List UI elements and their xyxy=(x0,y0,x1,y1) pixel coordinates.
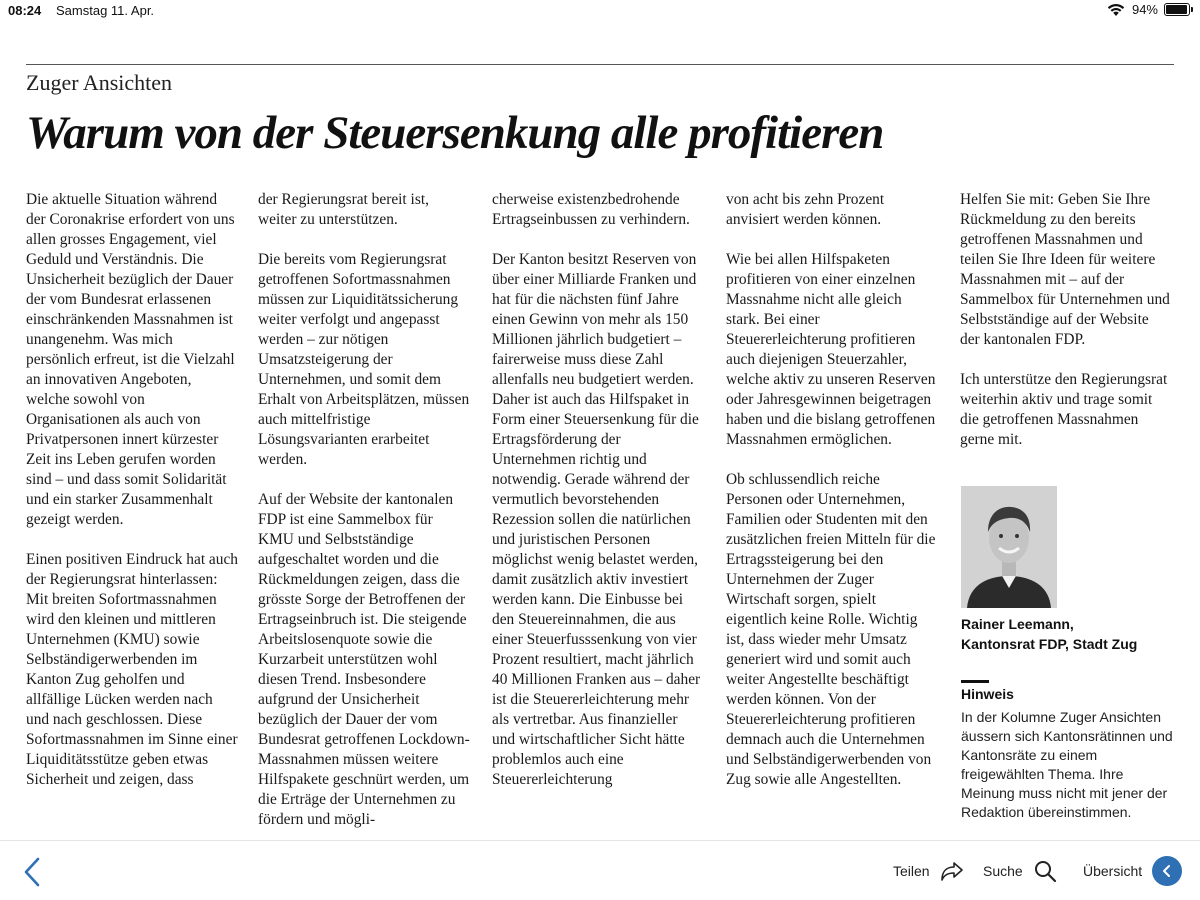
paragraph: Einen positiven Eindruck hat auch der Regierungsrat hinterlassen: Mit breiten Sofortmassnahmen wird den kleinen und mittleren Unternehmen (KMU) sowie Selbständigerwerbenden im Kanton Zug geholfen und allfällige Lücken werden nach und nach geschlossen. Diese Sofortmassnahmen im Sinne einer Liquiditätsstütze geben etwas Sicherheit und zeigen, dass xyxy=(26,551,238,788)
status-date: Samstag 11. Apr. xyxy=(56,3,155,18)
paragraph: Die aktuelle Situation während der Coronakrise erfordert von uns allen grosses Engagement, viel Geduld und Verständnis. Die Unsicherheit bezüglich der Dauer der vom Bundesrat erlassenen einschränkenden Massnahmen ist unangenehm. Was mich persönlich erfreut, ist die Vielzahl an innovativen Angeboten, welche sowohl von Organisationen als auch von Privatpersonen innert kürzester Zeit ins Leben gerufen worden sind – und dass somit Solidarität und ein starker Zusammenhalt gezeigt werden. xyxy=(26,191,235,528)
author-role: Kantonsrat FDP, Stadt Zug xyxy=(961,636,1138,652)
share-label: Teilen xyxy=(893,863,930,879)
top-rule xyxy=(26,64,1174,65)
share-button[interactable] xyxy=(893,853,964,889)
paragraph: Der Kanton besitzt Reserven von über einer Milliarde Franken und hat für die nächsten fünf Jahre einen Gewinn von mehr als 150 Millionen jährlich budgetiert – fairerweise muss diese Zahl allenfalls neu budgetiert werden. Daher ist auch das Hilfspaket in Form einer Steuersenkung für die Ertragsförderung der Unternehmen richtig und notwendig. Gerade während der vermutlich bevorstehenden Rezession sollen die natürlichen und juristischen Personen möglichst wenig belastet werden, damit zusätzlich aktiv investiert werden kann. Die Einbusse bei den Steuereinnahmen, die aus einer Steuerfusssenkung von vier Prozent resultiert, macht jährlich 40 Millionen Franken aus – daher ist die Steuererleichterung mehr als vertretbar. Aus finanzieller und wirtschaftlicher Sicht hätte problemlos auch eine Steuererleichterung xyxy=(492,251,701,788)
back-chevron-icon[interactable] xyxy=(18,855,46,889)
paragraph: Helfen Sie mit: Geben Sie Ihre Rückmeldung zu den bereits getroffenen Massnahmen und teilen Sie Ihre Ideen für weitere Massnahmen mit – auf der Sammelbox für Unternehmen und Selbstständige auf der Website der kantonalen FDP. xyxy=(960,191,1170,348)
hint-text: In der Kolumne Zuger Ansichten äussern sich Kantonsrätinnen und Kantonsräte zu einem freigewählten Thema. Ihre Meinung muss nicht mit jener der Redaktion übereinstimmen. xyxy=(961,709,1173,820)
paragraph: Wie bei allen Hilfspaketen profitieren von einer einzelnen Massnahme nicht alle gleich stark. Bei einer Steuererleichterung profitieren auch diejenigen Steuerzahler, welche aktiv zu unseren Reserven oder Jahresgewinnen beigetragen haben und die bislang getroffenen Massnahmen ermöglichen. xyxy=(726,251,936,448)
status-bar xyxy=(0,0,1200,22)
paragraph: Ob schlussendlich reiche Personen oder Unternehmen, Familien oder Studenten mit den zusätzlichen freien Mitteln für die Ertragssteigerung bei den Unternehmen der Zuger Wirtschaft sorgen, spielt eigentlich keine Rolle. Wichtig ist, dass wieder mehr Umsatz generiert wird und somit auch weiter Angestellte beschäftigt werden können. Von der Steuererleichterung profitieren demnach auch die Unternehmen und Selbständigerwerbenden von Zug sowie alle Angestellten. xyxy=(726,471,936,788)
paragraph: von acht bis zehn Prozent anvisiert werden können. xyxy=(726,191,885,228)
paragraph: Die bereits vom Regierungsrat getroffenen Sofortmassnahmen müssen zur Liquiditätssicherung weiter verfolgt und angepasst werden – zur nötigen Umsatzsteigerung der Unternehmen, und somit dem Erhalt von Arbeitsplätzen, müssen auch mittelfristige Lösungsvarianten erarbeitet werden. xyxy=(258,251,470,468)
search-label: Suche xyxy=(983,863,1023,879)
search-icon xyxy=(1033,859,1057,883)
author-photo xyxy=(961,486,1057,608)
text-column-5 xyxy=(960,190,1172,450)
text-column-4 xyxy=(726,190,938,790)
author-portrait-icon xyxy=(961,486,1057,608)
overview-label: Übersicht xyxy=(1083,863,1143,879)
text-column-2 xyxy=(258,190,470,830)
battery-percent: 94% xyxy=(1131,2,1158,17)
wifi-icon xyxy=(1106,3,1126,17)
bottom-toolbar xyxy=(0,840,1200,900)
status-right xyxy=(1106,2,1190,17)
search-button[interactable] xyxy=(983,853,1057,889)
status-time: 08:24 xyxy=(8,3,42,18)
text-column-3 xyxy=(492,190,704,790)
column-rubric: Zuger Ansichten xyxy=(26,70,173,95)
paragraph: der Regierungsrat bereit ist, weiter zu unterstützen. xyxy=(258,191,429,228)
article-headline: Warum von der Steuersenkung alle profitieren xyxy=(26,107,884,159)
paragraph: Ich unterstütze den Regierungsrat weiterhin aktiv und trage somit die getroffenen Massnahmen gerne mit. xyxy=(960,371,1168,448)
hint-rule xyxy=(961,680,989,683)
paragraph: cherweise existenzbedrohende Ertragseinbussen zu verhindern. xyxy=(492,191,690,228)
battery-icon xyxy=(1164,3,1190,16)
share-icon xyxy=(940,860,964,882)
author-caption xyxy=(961,614,1137,654)
article-page xyxy=(0,22,1200,840)
text-column-1 xyxy=(26,190,238,790)
overview-button[interactable] xyxy=(1083,853,1182,889)
hint-title: Hinweis xyxy=(961,686,1014,702)
author-name: Rainer Leemann, xyxy=(961,616,1074,632)
paragraph: Auf der Website der kantonalen FDP ist eine Sammelbox für KMU und Selbstständige aufgeschaltet worden und die Rückmeldungen zeigen, dass die grösste Sorge der Betroffenen der Ertragseinbruch ist. Die steigende Arbeitslosenquote sowie die Kurzarbeit unterstützen wohl diesen Trend. Insbesondere aufgrund der Unsicherheit bezüglich der Dauer der vom Bundesrat getroffenen Lockdown-Massnahmen müssen weitere Hilfspakete geschnürt werden, um die Erträge der Unternehmen zu fördern und mögli- xyxy=(258,491,470,828)
overview-icon xyxy=(1152,856,1182,886)
